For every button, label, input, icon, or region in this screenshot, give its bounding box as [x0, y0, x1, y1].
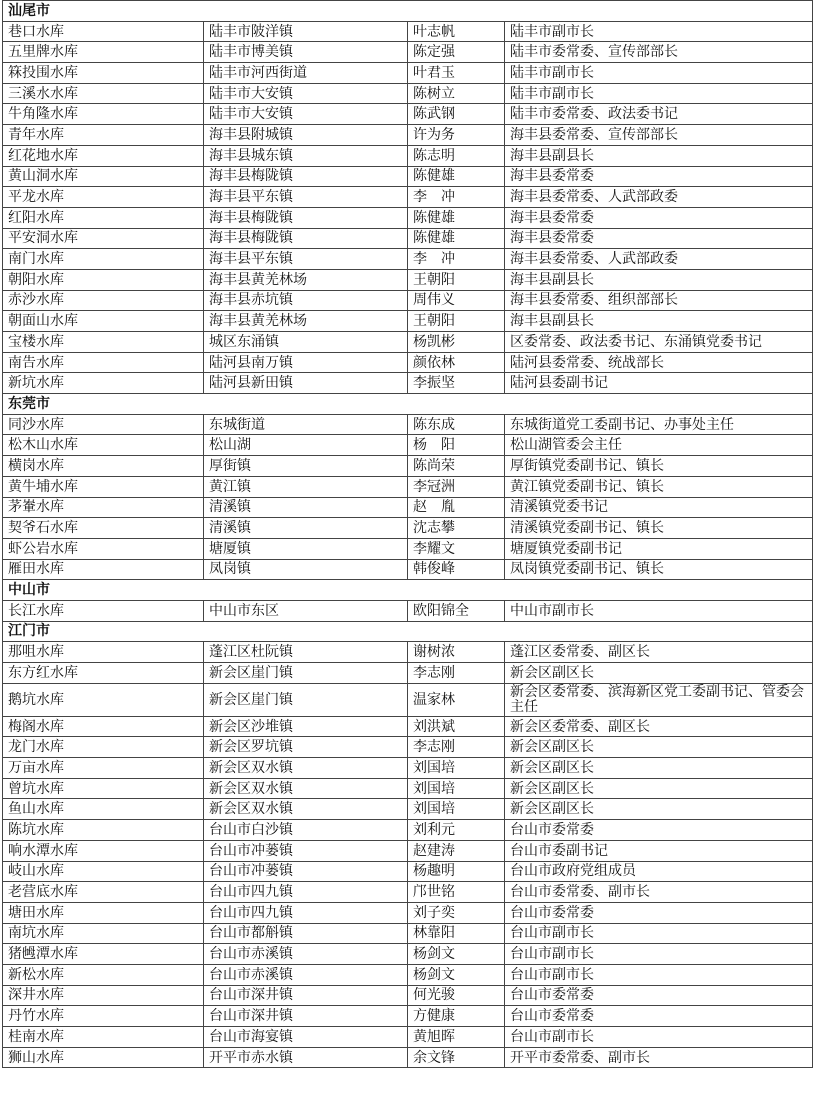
reservoir-name-cell: 丹竹水库 [3, 1006, 204, 1027]
location-cell: 台山市都斛镇 [204, 923, 408, 944]
position-cell: 台山市委常委 [505, 820, 813, 841]
table-row [3, 642, 813, 663]
position-cell: 新会区副区长 [505, 758, 813, 779]
reservoir-name-cell: 朝面山水库 [3, 311, 204, 332]
responsible-person-cell: 杨剑文 [408, 964, 505, 985]
responsible-person-cell: 陈健雄 [408, 228, 505, 249]
position-cell: 台山市委副书记 [505, 840, 813, 861]
reservoir-name-cell: 平安洞水库 [3, 228, 204, 249]
location-cell: 城区东涌镇 [204, 332, 408, 353]
table-row [3, 985, 813, 1006]
reservoir-name-cell: 虾公岩水库 [3, 538, 204, 559]
reservoir-name-cell: 黄牛埔水库 [3, 476, 204, 497]
table-row [3, 882, 813, 903]
position-cell: 区委常委、政法委书记、东涌镇党委书记 [505, 332, 813, 353]
reservoir-name-cell: 巷口水库 [3, 21, 204, 42]
reservoir-name-cell: 那咀水库 [3, 642, 204, 663]
reservoir-name-cell: 响水潭水库 [3, 840, 204, 861]
location-cell: 凤岗镇 [204, 559, 408, 580]
location-cell: 台山市四九镇 [204, 882, 408, 903]
location-cell: 塘厦镇 [204, 538, 408, 559]
table-row [3, 476, 813, 497]
position-cell: 新会区委常委、副区长 [505, 716, 813, 737]
location-cell: 台山市深井镇 [204, 985, 408, 1006]
responsible-person-cell: 陈志明 [408, 145, 505, 166]
location-cell: 新会区崖门镇 [204, 683, 408, 716]
reservoir-name-cell: 茅輋水库 [3, 497, 204, 518]
table-row [3, 311, 813, 332]
responsible-person-cell: 刘子奕 [408, 902, 505, 923]
responsible-person-cell: 许为务 [408, 125, 505, 146]
position-cell: 新会区委常委、滨海新区党工委副书记、管委会主任 [505, 683, 813, 716]
table-row [3, 166, 813, 187]
responsible-person-cell: 周伟义 [408, 290, 505, 311]
location-cell: 厚街镇 [204, 456, 408, 477]
position-cell: 海丰县委常委 [505, 228, 813, 249]
table-row [3, 737, 813, 758]
reservoir-name-cell: 桂南水库 [3, 1027, 204, 1048]
location-cell: 陆丰市大安镇 [204, 83, 408, 104]
position-cell: 台山市委常委、副市长 [505, 882, 813, 903]
reservoir-name-cell: 万亩水库 [3, 758, 204, 779]
position-cell: 陆丰市委常委、政法委书记 [505, 104, 813, 125]
location-cell: 台山市海宴镇 [204, 1027, 408, 1048]
location-cell: 新会区双水镇 [204, 778, 408, 799]
table-row [3, 456, 813, 477]
responsible-person-cell: 杨凯彬 [408, 332, 505, 353]
table-row [3, 559, 813, 580]
position-cell: 松山湖管委会主任 [505, 435, 813, 456]
table-row [3, 902, 813, 923]
location-cell: 中山市东区 [204, 600, 408, 621]
table-row [3, 21, 813, 42]
table-row [3, 125, 813, 146]
location-cell: 清溪镇 [204, 518, 408, 539]
location-cell: 蓬江区杜阮镇 [204, 642, 408, 663]
position-cell: 凤岗镇党委副书记、镇长 [505, 559, 813, 580]
position-cell: 海丰县委常委、组织部部长 [505, 290, 813, 311]
city-section-header [3, 1, 813, 22]
location-cell: 东城街道 [204, 414, 408, 435]
position-cell: 中山市副市长 [505, 600, 813, 621]
table-row [3, 799, 813, 820]
reservoir-name-cell: 红阳水库 [3, 207, 204, 228]
position-cell: 塘厦镇党委副书记 [505, 538, 813, 559]
location-cell: 松山湖 [204, 435, 408, 456]
table-row [3, 435, 813, 456]
table-row [3, 63, 813, 84]
position-cell: 东城街道党工委副书记、办事处主任 [505, 414, 813, 435]
position-cell: 台山市副市长 [505, 923, 813, 944]
responsible-person-cell: 何光骏 [408, 985, 505, 1006]
position-cell: 台山市副市长 [505, 944, 813, 965]
location-cell: 新会区罗坑镇 [204, 737, 408, 758]
reservoir-name-cell: 宝楼水库 [3, 332, 204, 353]
position-cell: 清溪镇党委书记 [505, 497, 813, 518]
reservoir-name-cell: 曾坑水库 [3, 778, 204, 799]
responsible-person-cell: 韩俊峰 [408, 559, 505, 580]
reservoir-name-cell: 老营底水库 [3, 882, 204, 903]
responsible-person-cell: 杨 阳 [408, 435, 505, 456]
table-row [3, 923, 813, 944]
reservoir-name-cell: 鱼山水库 [3, 799, 204, 820]
location-cell: 陆丰市博美镇 [204, 42, 408, 63]
table-row [3, 352, 813, 373]
reservoir-name-cell: 岐山水库 [3, 861, 204, 882]
responsible-person-cell: 谢树浓 [408, 642, 505, 663]
position-cell: 台山市委常委 [505, 902, 813, 923]
responsible-person-cell: 沈志攀 [408, 518, 505, 539]
position-cell: 台山市副市长 [505, 1027, 813, 1048]
location-cell: 陆丰市河西街道 [204, 63, 408, 84]
table-row [3, 1027, 813, 1048]
location-cell: 开平市赤水镇 [204, 1047, 408, 1068]
table-row [3, 538, 813, 559]
location-cell: 台山市冲蒌镇 [204, 840, 408, 861]
position-cell: 海丰县委常委 [505, 166, 813, 187]
responsible-person-cell: 李 冲 [408, 187, 505, 208]
position-cell: 台山市副市长 [505, 964, 813, 985]
reservoir-name-cell: 青年水库 [3, 125, 204, 146]
location-cell: 陆河县新田镇 [204, 373, 408, 394]
responsible-person-cell: 余文锋 [408, 1047, 505, 1068]
reservoir-name-cell: 鹅坑水库 [3, 683, 204, 716]
position-cell: 黄江镇党委副书记、镇长 [505, 476, 813, 497]
table-row [3, 840, 813, 861]
position-cell: 台山市政府党组成员 [505, 861, 813, 882]
position-cell: 台山市委常委 [505, 985, 813, 1006]
position-cell: 开平市委常委、副市长 [505, 1047, 813, 1068]
responsible-person-cell: 欧阳锦全 [408, 600, 505, 621]
reservoir-name-cell: 深井水库 [3, 985, 204, 1006]
table-row [3, 1047, 813, 1068]
position-cell: 海丰县委常委、人武部政委 [505, 187, 813, 208]
responsible-person-cell: 李耀文 [408, 538, 505, 559]
position-cell: 清溪镇党委副书记、镇长 [505, 518, 813, 539]
reservoir-name-cell: 南门水库 [3, 249, 204, 270]
location-cell: 台山市深井镇 [204, 1006, 408, 1027]
location-cell: 新会区双水镇 [204, 758, 408, 779]
location-cell: 海丰县黄羌林场 [204, 269, 408, 290]
table-row [3, 758, 813, 779]
table-row [3, 1006, 813, 1027]
reservoir-name-cell: 长江水库 [3, 600, 204, 621]
responsible-person-cell: 陈健雄 [408, 166, 505, 187]
location-cell: 新会区双水镇 [204, 799, 408, 820]
position-cell: 陆河县委副书记 [505, 373, 813, 394]
reservoir-name-cell: 红花地水库 [3, 145, 204, 166]
responsible-person-cell: 陈树立 [408, 83, 505, 104]
city-section-header [3, 394, 813, 415]
table-row [3, 373, 813, 394]
responsible-person-cell: 刘洪斌 [408, 716, 505, 737]
position-cell: 新会区副区长 [505, 737, 813, 758]
table-row [3, 861, 813, 882]
location-cell: 陆河县南万镇 [204, 352, 408, 373]
location-cell: 新会区沙堆镇 [204, 716, 408, 737]
table-row [3, 497, 813, 518]
location-cell: 清溪镇 [204, 497, 408, 518]
table-row [3, 249, 813, 270]
table-row [3, 716, 813, 737]
position-cell: 陆丰市副市长 [505, 63, 813, 84]
location-cell: 海丰县梅陇镇 [204, 166, 408, 187]
responsible-person-cell: 王朝阳 [408, 311, 505, 332]
table-row [3, 944, 813, 965]
reservoir-name-cell: 塘田水库 [3, 902, 204, 923]
responsible-person-cell: 杨剑文 [408, 944, 505, 965]
responsible-person-cell: 方健康 [408, 1006, 505, 1027]
responsible-person-cell: 李志刚 [408, 737, 505, 758]
location-cell: 海丰县梅陇镇 [204, 207, 408, 228]
responsible-person-cell: 邝世铭 [408, 882, 505, 903]
reservoir-name-cell: 新松水库 [3, 964, 204, 985]
table-body [3, 1, 813, 1068]
location-cell: 新会区崖门镇 [204, 663, 408, 684]
table-row [3, 207, 813, 228]
table-row [3, 778, 813, 799]
responsible-person-cell: 刘国培 [408, 799, 505, 820]
responsible-person-cell: 李志刚 [408, 663, 505, 684]
reservoir-name-cell: 契爷石水库 [3, 518, 204, 539]
table-row [3, 964, 813, 985]
responsible-person-cell: 林靠阳 [408, 923, 505, 944]
reservoir-name-cell: 箖投围水库 [3, 63, 204, 84]
location-cell: 台山市赤溪镇 [204, 944, 408, 965]
location-cell: 海丰县附城镇 [204, 125, 408, 146]
responsible-person-cell: 叶君玉 [408, 63, 505, 84]
reservoir-name-cell: 黄山洞水库 [3, 166, 204, 187]
reservoir-name-cell: 赤沙水库 [3, 290, 204, 311]
responsible-person-cell: 叶志帆 [408, 21, 505, 42]
position-cell: 台山市委常委 [505, 1006, 813, 1027]
position-cell: 海丰县副县长 [505, 145, 813, 166]
reservoir-name-cell: 松木山水库 [3, 435, 204, 456]
reservoir-name-cell: 南告水库 [3, 352, 204, 373]
table-row [3, 820, 813, 841]
reservoir-name-cell: 猪乸潭水库 [3, 944, 204, 965]
location-cell: 海丰县平东镇 [204, 249, 408, 270]
responsible-person-cell: 刘国培 [408, 778, 505, 799]
location-cell: 海丰县城东镇 [204, 145, 408, 166]
reservoir-name-cell: 同沙水库 [3, 414, 204, 435]
table-row [3, 187, 813, 208]
position-cell: 新会区副区长 [505, 663, 813, 684]
responsible-person-cell: 李 冲 [408, 249, 505, 270]
table-row [3, 290, 813, 311]
city-name: 中山市 [3, 580, 813, 601]
position-cell: 陆丰市副市长 [505, 83, 813, 104]
position-cell: 海丰县副县长 [505, 269, 813, 290]
table-row [3, 414, 813, 435]
reservoir-name-cell: 狮山水库 [3, 1047, 204, 1068]
reservoir-responsibility-table [2, 0, 813, 1068]
table-row [3, 83, 813, 104]
position-cell: 新会区副区长 [505, 778, 813, 799]
responsible-person-cell: 刘利元 [408, 820, 505, 841]
reservoir-name-cell: 南坑水库 [3, 923, 204, 944]
responsible-person-cell: 陈定强 [408, 42, 505, 63]
table-row [3, 104, 813, 125]
location-cell: 海丰县黄羌林场 [204, 311, 408, 332]
table-row [3, 145, 813, 166]
city-section-header [3, 580, 813, 601]
reservoir-name-cell: 横岗水库 [3, 456, 204, 477]
reservoir-name-cell: 龙门水库 [3, 737, 204, 758]
table-row [3, 663, 813, 684]
responsible-person-cell: 黄旭晖 [408, 1027, 505, 1048]
position-cell: 陆丰市委常委、宣传部部长 [505, 42, 813, 63]
city-name: 东莞市 [3, 394, 813, 415]
city-section-header [3, 621, 813, 642]
responsible-person-cell: 陈尚荣 [408, 456, 505, 477]
position-cell: 蓬江区委常委、副区长 [505, 642, 813, 663]
responsible-person-cell: 李冠洲 [408, 476, 505, 497]
table-row [3, 518, 813, 539]
table-row [3, 269, 813, 290]
city-name: 汕尾市 [3, 1, 813, 22]
location-cell: 海丰县梅陇镇 [204, 228, 408, 249]
responsible-person-cell: 王朝阳 [408, 269, 505, 290]
location-cell: 台山市四九镇 [204, 902, 408, 923]
reservoir-name-cell: 平龙水库 [3, 187, 204, 208]
position-cell: 海丰县委常委、宣传部部长 [505, 125, 813, 146]
responsible-person-cell: 温家林 [408, 683, 505, 716]
position-cell: 新会区副区长 [505, 799, 813, 820]
location-cell: 台山市赤溪镇 [204, 964, 408, 985]
reservoir-name-cell: 新坑水库 [3, 373, 204, 394]
responsible-person-cell: 刘国培 [408, 758, 505, 779]
table-row [3, 332, 813, 353]
location-cell: 台山市白沙镇 [204, 820, 408, 841]
reservoir-name-cell: 朝阳水库 [3, 269, 204, 290]
table-row [3, 42, 813, 63]
position-cell: 陆河县委常委、统战部长 [505, 352, 813, 373]
table-row [3, 600, 813, 621]
table-row [3, 683, 813, 716]
reservoir-name-cell: 五里牌水库 [3, 42, 204, 63]
location-cell: 海丰县平东镇 [204, 187, 408, 208]
responsible-person-cell: 陈武钢 [408, 104, 505, 125]
position-cell: 海丰县委常委 [505, 207, 813, 228]
position-cell: 陆丰市副市长 [505, 21, 813, 42]
responsible-person-cell: 杨趣明 [408, 861, 505, 882]
reservoir-name-cell: 陈坑水库 [3, 820, 204, 841]
responsible-person-cell: 陈东成 [408, 414, 505, 435]
responsible-person-cell: 陈健雄 [408, 207, 505, 228]
location-cell: 陆丰市大安镇 [204, 104, 408, 125]
location-cell: 台山市冲蒌镇 [204, 861, 408, 882]
responsible-person-cell: 李振坚 [408, 373, 505, 394]
position-cell: 厚街镇党委副书记、镇长 [505, 456, 813, 477]
reservoir-name-cell: 雁田水库 [3, 559, 204, 580]
position-cell: 海丰县副县长 [505, 311, 813, 332]
responsible-person-cell: 赵建涛 [408, 840, 505, 861]
table-row [3, 228, 813, 249]
responsible-person-cell: 赵 胤 [408, 497, 505, 518]
city-name: 江门市 [3, 621, 813, 642]
location-cell: 陆丰市陂洋镇 [204, 21, 408, 42]
reservoir-name-cell: 梅阁水库 [3, 716, 204, 737]
reservoir-name-cell: 三溪水水库 [3, 83, 204, 104]
position-cell: 海丰县委常委、人武部政委 [505, 249, 813, 270]
reservoir-name-cell: 东方红水库 [3, 663, 204, 684]
location-cell: 黄江镇 [204, 476, 408, 497]
reservoir-name-cell: 牛角隆水库 [3, 104, 204, 125]
responsible-person-cell: 颜依林 [408, 352, 505, 373]
location-cell: 海丰县赤坑镇 [204, 290, 408, 311]
